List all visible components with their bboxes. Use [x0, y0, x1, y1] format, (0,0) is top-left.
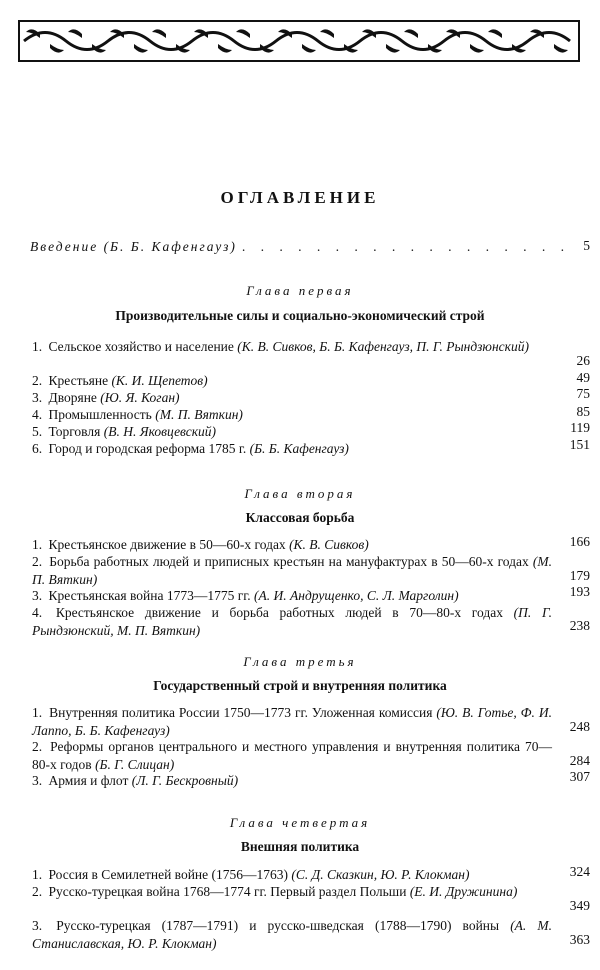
toc-entry [32, 553, 552, 588]
entry-author: (Ю. Я. Коган) [100, 390, 180, 405]
entry-text: Крестьянское движение и борьба работных людей в 70—80-х годах [55, 605, 503, 620]
chapter-section: Внешняя политика [240, 839, 360, 854]
intro-page: 5 [583, 238, 590, 253]
entry-page: 49 [576, 370, 590, 385]
entry-author: (В. Н. Яковцевский) [103, 424, 217, 439]
entry-author: (А. И. Андрущенко, С. Л. Марголин) [254, 588, 459, 603]
toc-entry [32, 604, 552, 639]
entry-num: 1. [32, 537, 43, 552]
entry-text: Борьба работных людей и приписных крестьян на мануфактурах в 50—60-х годах [49, 554, 529, 569]
entry-page: 248 [569, 719, 590, 734]
entry-author: (Е. И. Дружинина) [409, 884, 518, 899]
entry-page: 179 [569, 568, 590, 583]
toc-entry [32, 917, 552, 952]
chapter-heading: Глава вторая [244, 486, 356, 501]
chapter-heading: Глава третья [243, 654, 357, 669]
entry-num: 1. [32, 339, 43, 354]
chapter-section: Производительные силы и социально-экономический строй [115, 308, 485, 323]
entry-text: Армия и флот [48, 773, 129, 788]
entry-page: 26 [576, 353, 590, 368]
entry-page: 349 [569, 898, 590, 913]
toc-entry [32, 338, 552, 356]
toc-entry [32, 704, 552, 739]
toc-entry [32, 772, 552, 790]
entry-text: Россия в Семилетней войне (1756—1763) [48, 867, 289, 882]
entry-text: Русско-турецкая (1787—1791) и русско-шведская (1788—1790) войны [56, 918, 500, 933]
entry-text: Город и городская реформа 1785 г. [48, 441, 247, 456]
toc-entry [32, 423, 552, 441]
entry-page: 85 [576, 404, 590, 419]
entry-author: (К. В. Сивков) [289, 537, 369, 552]
entry-page: 166 [569, 534, 590, 549]
toc-entry [32, 372, 552, 390]
intro-author: (Б. Б. Кафенгауз) [103, 239, 237, 254]
entry-page: 75 [576, 386, 590, 401]
entry-page: 284 [569, 753, 590, 768]
entry-author: (Б. Г. Слицан) [95, 756, 175, 772]
toc-entry [32, 866, 552, 884]
entry-page: 151 [569, 437, 590, 452]
entry-num: 1. [32, 867, 43, 882]
entry-num: 2. [32, 373, 43, 388]
entry-num: 2. [32, 554, 43, 569]
entry-text: Промышленность [48, 407, 152, 422]
entry-text: Внутренняя политика России 1750—1773 гг. Уложенная комиссия [49, 705, 433, 720]
entry-text: Торговля [48, 424, 101, 439]
entry-num: 3. [32, 390, 43, 405]
entry-text: Русско-турецкая война 1768—1774 гг. Первый раздел Польши [48, 884, 407, 899]
toc-entry [32, 883, 552, 901]
entry-author: (Л. Г. Бескровный) [131, 773, 239, 788]
chapter-heading: Глава четвертая [229, 815, 371, 830]
chapter-section: Государственный строй и внутренняя политика [153, 678, 447, 693]
page-title: ОГЛАВЛЕНИЕ [220, 188, 380, 207]
entry-page: 119 [570, 420, 590, 435]
entry-author: (Б. Б. Кафенгауз) [249, 441, 349, 456]
entry-page: 193 [569, 584, 590, 599]
entry-page: 307 [569, 769, 590, 784]
entry-text: Крестьянская война 1773—1775 гг. [48, 588, 251, 603]
entry-num: 3. [32, 918, 43, 933]
entry-text: Дворяне [48, 390, 97, 405]
entry-page: 324 [569, 864, 590, 879]
entry-author: (М. П. Вяткин) [155, 407, 243, 422]
vine-ornament-icon [20, 22, 578, 60]
entry-author: (Ю. В. Готье, Ф. И. Лаппо, Б. Б. Кафенгауз) [32, 705, 553, 738]
entry-num: 3. [32, 773, 43, 788]
chapter-heading: Глава первая [246, 283, 354, 298]
toc-entry [32, 440, 552, 458]
entry-author: (К. И. Щепетов) [111, 373, 208, 388]
entry-num: 5. [32, 424, 43, 439]
entry-page: 363 [569, 932, 590, 947]
entry-num: 2. [32, 884, 43, 899]
entry-num: 1. [32, 705, 43, 720]
entry-author: (М. П. Вяткин) [32, 554, 553, 587]
intro-entry [30, 238, 585, 256]
toc-entry [32, 738, 552, 773]
entry-text: Реформы органов центрального и местного управления и внутренняя политика 70—80-х годов [32, 739, 552, 772]
intro-label: Введение [30, 239, 99, 254]
entry-author: (П. Г. Рындзюнский, М. П. Вяткин) [32, 605, 552, 638]
chapter-section: Классовая борьба [245, 510, 355, 525]
entry-num: 6. [32, 441, 43, 456]
entry-text: Сельское хозяйство и население [48, 339, 234, 354]
entry-author: (К. В. Сивков, Б. Б. Кафенгауз, П. Г. Рындзюнский) [237, 339, 529, 354]
entry-page: 238 [569, 618, 590, 633]
entry-num: 2. [32, 739, 43, 754]
entry-text: Крестьяне [48, 373, 109, 388]
entry-text: Крестьянское движение в 50—60-х годах [48, 537, 286, 552]
intro-leader-dots: . . . . . . . . . . . . . . . . . . [242, 239, 571, 254]
toc-entry [32, 536, 552, 554]
entry-num: 4. [32, 605, 43, 620]
toc-entry [32, 587, 552, 605]
entry-author: (А. М. Станиславская, Ю. Р. Клокман) [32, 918, 553, 951]
toc-entry [32, 389, 552, 407]
entry-num: 4. [32, 407, 43, 422]
toc-entry [32, 406, 552, 424]
entry-num: 3. [32, 588, 43, 603]
entry-author: (С. Д. Сказкин, Ю. Р. Клокман) [291, 867, 470, 882]
ornamental-frieze [18, 20, 580, 62]
